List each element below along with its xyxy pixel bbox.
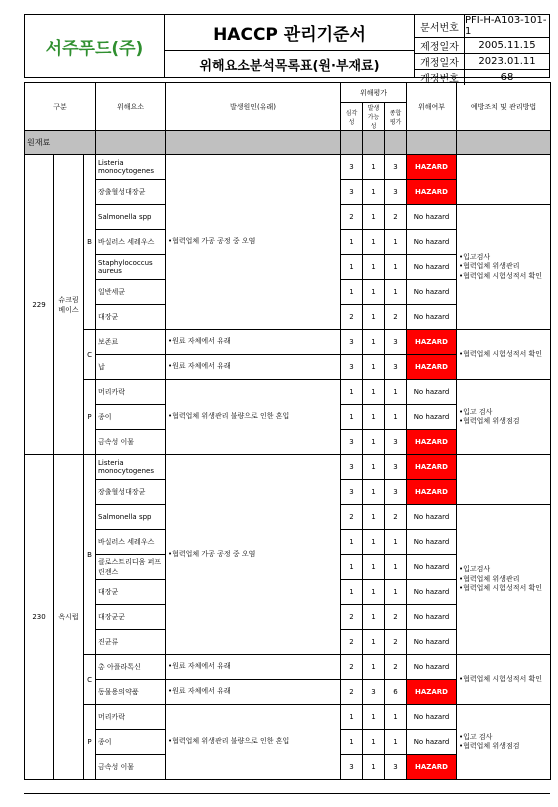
hazard-flag: HAZARD [407, 180, 457, 205]
severity-score: 2 [341, 605, 363, 630]
hazard-flag: HAZARD [407, 155, 457, 180]
hazard-name: Listeria monocytogenes [96, 155, 166, 180]
hazard-name: 진균류 [96, 630, 166, 655]
likelihood-score: 1 [363, 730, 385, 755]
no-hazard-flag: No hazard [407, 730, 457, 755]
likelihood-score: 1 [363, 380, 385, 405]
header-hazard: 위해요소 [96, 83, 166, 131]
table-row [25, 455, 551, 480]
severity-score: 1 [341, 380, 363, 405]
likelihood-score: 1 [363, 305, 385, 330]
hazard-name: 대장균 [96, 580, 166, 605]
hazard-name: Listeria monocytogenes [96, 455, 166, 480]
overall-score: 2 [385, 505, 407, 530]
table-row [25, 155, 551, 180]
hazard-flag: HAZARD [407, 480, 457, 505]
hazard-cause: •협력업체 가공 공정 중 오염 [166, 155, 341, 330]
meta-label: 제정일자 [415, 38, 465, 53]
section-blank [457, 131, 551, 155]
hazard-type: B [84, 455, 96, 655]
meta-label: 문서번호 [415, 15, 465, 37]
severity-score: 3 [341, 755, 363, 780]
table-row [25, 330, 551, 355]
overall-score: 1 [385, 705, 407, 730]
severity-score: 1 [341, 730, 363, 755]
overall-score: 2 [385, 205, 407, 230]
overall-score: 1 [385, 530, 407, 555]
hazard-name: 종이 [96, 730, 166, 755]
hazard-flag: HAZARD [407, 455, 457, 480]
overall-score: 3 [385, 180, 407, 205]
header-result: 위해여부 [407, 83, 457, 131]
section-row [25, 131, 551, 155]
hazard-cause: •원료 자체에서 유래 [166, 330, 341, 355]
overall-score: 6 [385, 680, 407, 705]
hazard-flag: HAZARD [407, 755, 457, 780]
document-header [24, 14, 550, 85]
likelihood-score: 1 [363, 555, 385, 580]
meta-row-established [415, 38, 549, 54]
overall-score: 2 [385, 605, 407, 630]
hazard-name: 장출혈성대장균 [96, 480, 166, 505]
severity-score: 1 [341, 530, 363, 555]
hazard-name: 금속성 이물 [96, 430, 166, 455]
severity-score: 1 [341, 580, 363, 605]
likelihood-score: 1 [363, 505, 385, 530]
overall-score: 3 [385, 430, 407, 455]
overall-score: 3 [385, 480, 407, 505]
hazard-name: 일반세균 [96, 280, 166, 305]
hazard-name: 금속성 이물 [96, 755, 166, 780]
overall-score: 2 [385, 305, 407, 330]
no-hazard-flag: No hazard [407, 380, 457, 405]
meta-value: 2005.11.15 [478, 40, 536, 51]
hazard-name: 장출혈성대장균 [96, 180, 166, 205]
meta-value: 2023.01.11 [478, 56, 536, 67]
table-body [25, 131, 551, 780]
severity-score: 2 [341, 680, 363, 705]
table-row [25, 705, 551, 730]
meta-row-revised [415, 54, 549, 70]
hazard-flag: HAZARD [407, 355, 457, 380]
header-likelihood: 발생가능성 [363, 103, 385, 131]
header-measure: 예방조치 및 관리방법 [457, 83, 551, 131]
document-meta [415, 15, 549, 85]
severity-score: 1 [341, 555, 363, 580]
header-severity: 심각성 [341, 103, 363, 131]
hazard-analysis-table-wrapper [24, 82, 550, 780]
meta-row-doc-number [415, 15, 549, 38]
hazard-name: Staphylococcus aureus [96, 255, 166, 280]
hazard-name: 보존료 [96, 330, 166, 355]
preventive-measure: •입고검사 •협력업체 위생관리 •협력업체 시험성적서 확인 [457, 205, 551, 330]
severity-score: 2 [341, 655, 363, 680]
hazard-name: 대장균군 [96, 605, 166, 630]
section-blank [166, 131, 341, 155]
overall-score: 1 [385, 255, 407, 280]
hazard-flag: HAZARD [407, 330, 457, 355]
severity-score: 3 [341, 155, 363, 180]
hazard-type: P [84, 380, 96, 455]
measure-blank [457, 455, 551, 505]
section-blank [363, 131, 385, 155]
hazard-name: 대장균 [96, 305, 166, 330]
hazard-type: C [84, 330, 96, 380]
likelihood-score: 1 [363, 755, 385, 780]
table-row [25, 655, 551, 680]
hazard-cause: •협력업체 가공 공정 중 오염 [166, 455, 341, 655]
severity-score: 2 [341, 630, 363, 655]
page-bottom-line [24, 793, 550, 794]
hazard-flag: HAZARD [407, 430, 457, 455]
overall-score: 3 [385, 355, 407, 380]
no-hazard-flag: No hazard [407, 630, 457, 655]
no-hazard-flag: No hazard [407, 530, 457, 555]
hazard-name: 머리카락 [96, 380, 166, 405]
likelihood-score: 3 [363, 680, 385, 705]
no-hazard-flag: No hazard [407, 280, 457, 305]
no-hazard-flag: No hazard [407, 205, 457, 230]
meta-value: 68 [500, 72, 514, 83]
hazard-name: 종이 [96, 405, 166, 430]
likelihood-score: 1 [363, 605, 385, 630]
hazard-flag: HAZARD [407, 680, 457, 705]
hazard-cause: •원료 자체에서 유래 [166, 355, 341, 380]
overall-score: 3 [385, 755, 407, 780]
section-label: 원재료 [25, 131, 96, 155]
likelihood-score: 1 [363, 530, 385, 555]
hazard-name: 바실러스 세레우스 [96, 230, 166, 255]
no-hazard-flag: No hazard [407, 705, 457, 730]
no-hazard-flag: No hazard [407, 305, 457, 330]
overall-score: 2 [385, 630, 407, 655]
overall-score: 1 [385, 405, 407, 430]
severity-score: 3 [341, 480, 363, 505]
header-evaluation: 위해평가 [341, 83, 407, 103]
likelihood-score: 1 [363, 630, 385, 655]
overall-score: 1 [385, 230, 407, 255]
document-subtitle: 위해요소분석목록표(원·부재료) [199, 58, 380, 74]
likelihood-score: 1 [363, 355, 385, 380]
overall-score: 1 [385, 580, 407, 605]
hazard-type: B [84, 155, 96, 330]
hazard-analysis-table [24, 82, 551, 780]
hazard-name: 납 [96, 355, 166, 380]
severity-score: 2 [341, 505, 363, 530]
hazard-cause: •원료 자체에서 유래 [166, 655, 341, 680]
severity-score: 3 [341, 430, 363, 455]
likelihood-score: 1 [363, 580, 385, 605]
company-logo: 서주푸드(주) [25, 15, 165, 77]
severity-score: 2 [341, 205, 363, 230]
material-name: 슈크림 베이스 [54, 155, 84, 455]
likelihood-score: 1 [363, 430, 385, 455]
no-hazard-flag: No hazard [407, 505, 457, 530]
preventive-measure: •입고 검사 •협력업체 위생점검 [457, 380, 551, 455]
preventive-measure: •협력업체 시험성적서 확인 [457, 330, 551, 380]
likelihood-score: 1 [363, 405, 385, 430]
hazard-name: 클로스트리디움 퍼프린젠스 [96, 555, 166, 580]
no-hazard-flag: No hazard [407, 230, 457, 255]
overall-score: 1 [385, 730, 407, 755]
severity-score: 1 [341, 255, 363, 280]
severity-score: 1 [341, 705, 363, 730]
overall-score: 3 [385, 455, 407, 480]
material-name: 옥시럽 [54, 455, 84, 780]
hazard-cause: •원료 자체에서 유래 [166, 680, 341, 705]
hazard-cause: •협력업체 위생관리 불량으로 인한 혼입 [166, 380, 341, 455]
likelihood-score: 1 [363, 205, 385, 230]
severity-score: 3 [341, 330, 363, 355]
likelihood-score: 1 [363, 330, 385, 355]
section-blank [385, 131, 407, 155]
severity-score: 3 [341, 355, 363, 380]
likelihood-score: 1 [363, 155, 385, 180]
hazard-name: 총 아플라톡신 [96, 655, 166, 680]
likelihood-score: 1 [363, 480, 385, 505]
severity-score: 1 [341, 280, 363, 305]
header-cause: 발생원인(유래) [166, 83, 341, 131]
meta-label: 개정일자 [415, 54, 465, 69]
hazard-name: 바실러스 세레우스 [96, 530, 166, 555]
overall-score: 1 [385, 555, 407, 580]
preventive-measure: •입고 검사 •협력업체 위생점검 [457, 705, 551, 780]
hazard-cause: •협력업체 위생관리 불량으로 인한 혼입 [166, 705, 341, 780]
material-code: 229 [25, 155, 54, 455]
preventive-measure: •입고검사 •협력업체 위생관리 •협력업체 시험성적서 확인 [457, 505, 551, 655]
preventive-measure: •협력업체 시험성적서 확인 [457, 655, 551, 705]
overall-score: 3 [385, 330, 407, 355]
section-blank [341, 131, 363, 155]
severity-score: 2 [341, 305, 363, 330]
header-overall: 종합평가 [385, 103, 407, 131]
section-blank [407, 131, 457, 155]
likelihood-score: 1 [363, 455, 385, 480]
overall-score: 1 [385, 380, 407, 405]
severity-score: 1 [341, 230, 363, 255]
severity-score: 3 [341, 455, 363, 480]
hazard-name: 머리카락 [96, 705, 166, 730]
table-row [25, 380, 551, 405]
no-hazard-flag: No hazard [407, 580, 457, 605]
likelihood-score: 1 [363, 180, 385, 205]
section-blank [96, 131, 166, 155]
hazard-name: Salmonella spp [96, 205, 166, 230]
hazard-name: Salmonella spp [96, 505, 166, 530]
material-code: 230 [25, 455, 54, 780]
no-hazard-flag: No hazard [407, 555, 457, 580]
hazard-type: P [84, 705, 96, 780]
meta-value: PFI-H-A103-101-1 [465, 15, 547, 37]
likelihood-score: 1 [363, 655, 385, 680]
document-title: HACCP 관리기준서 [165, 15, 414, 51]
no-hazard-flag: No hazard [407, 655, 457, 680]
likelihood-score: 1 [363, 230, 385, 255]
no-hazard-flag: No hazard [407, 405, 457, 430]
likelihood-score: 1 [363, 280, 385, 305]
title-block [165, 15, 415, 77]
overall-score: 2 [385, 655, 407, 680]
hazard-type: C [84, 655, 96, 705]
severity-score: 1 [341, 405, 363, 430]
hazard-name: 동물용의약품 [96, 680, 166, 705]
overall-score: 1 [385, 280, 407, 305]
no-hazard-flag: No hazard [407, 605, 457, 630]
overall-score: 3 [385, 155, 407, 180]
severity-score: 3 [341, 180, 363, 205]
likelihood-score: 1 [363, 705, 385, 730]
header-category: 구분 [25, 83, 96, 131]
likelihood-score: 1 [363, 255, 385, 280]
measure-blank [457, 155, 551, 205]
no-hazard-flag: No hazard [407, 255, 457, 280]
meta-label: 개정번호 [415, 70, 465, 85]
